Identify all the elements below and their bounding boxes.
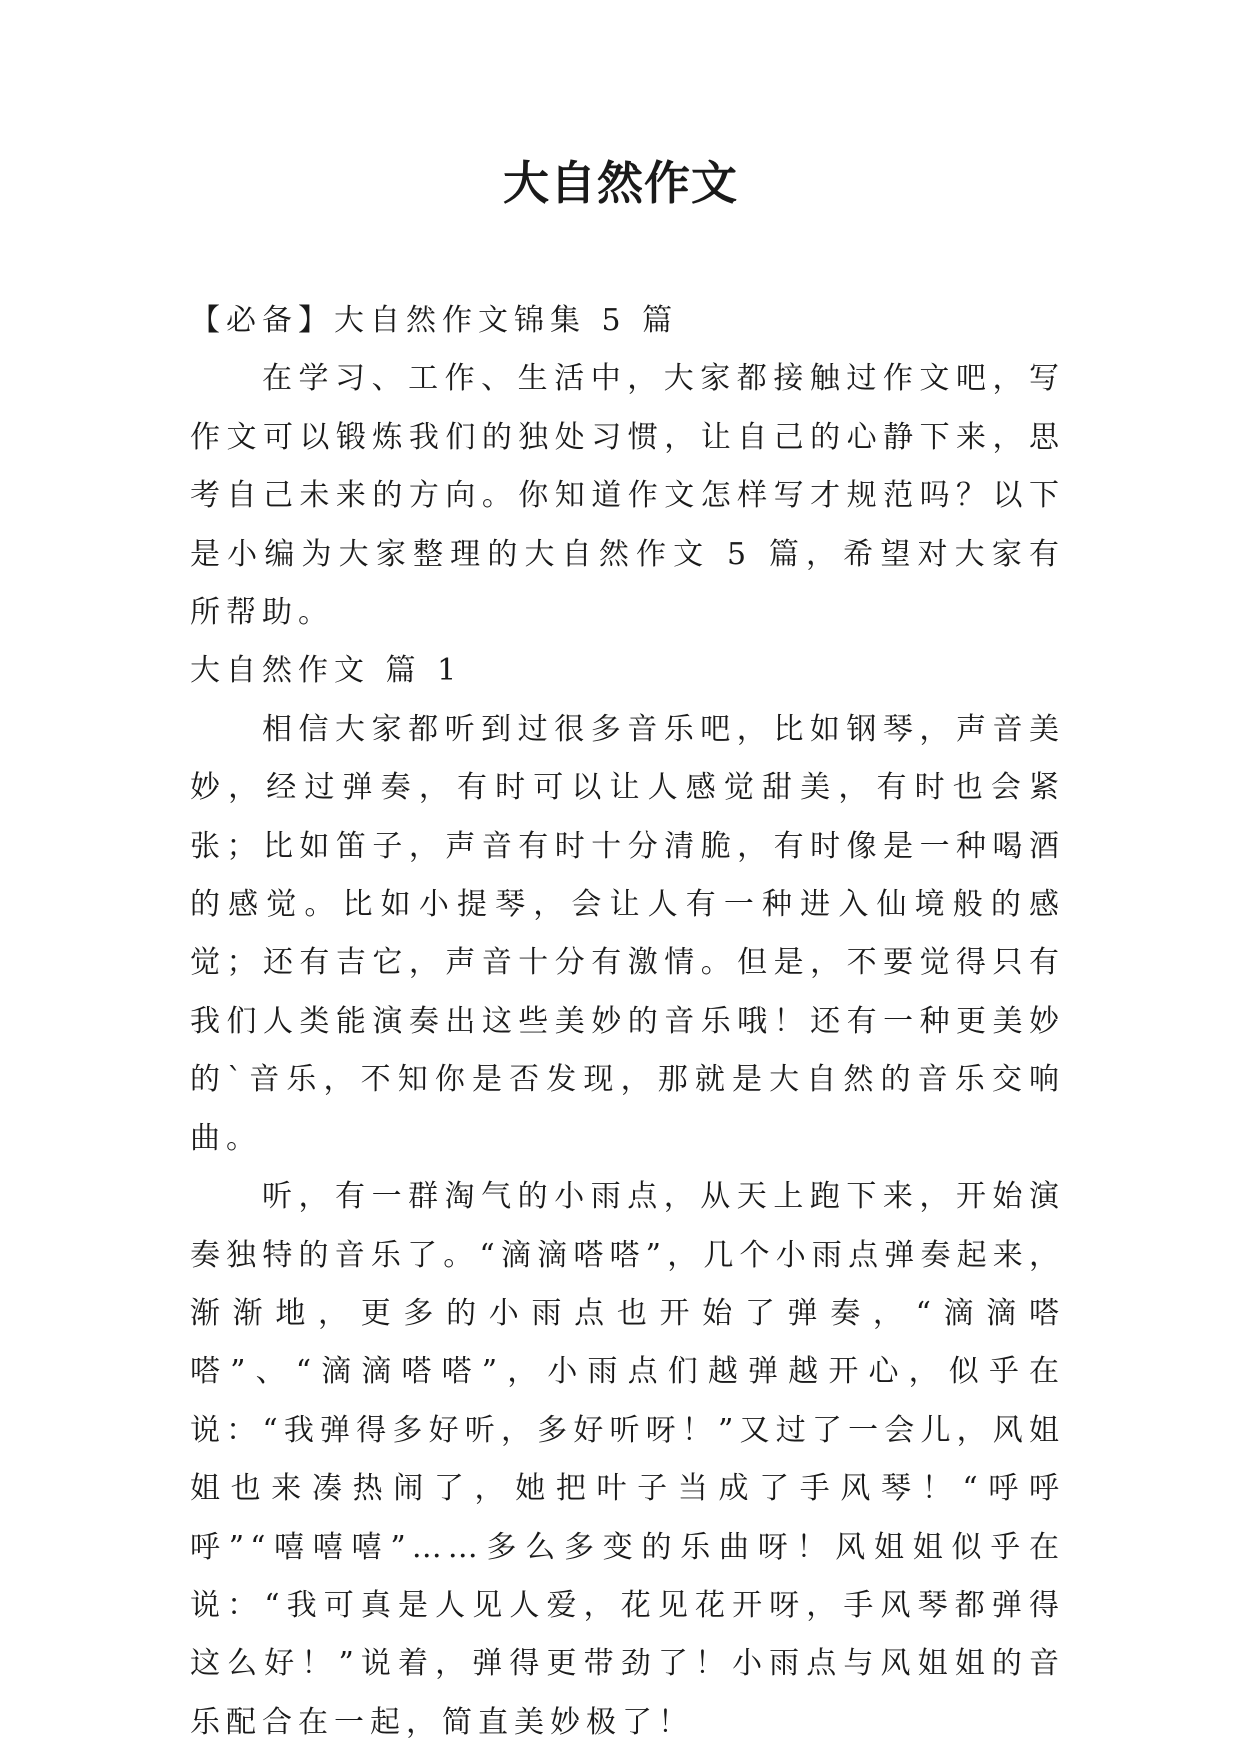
intro-paragraph: 在学习、工作、生活中，大家都接触过作文吧，写作文可以锻炼我们的独处习惯，让自己的心静下来，思考自己未来的方向。你知道作文怎样写才规范吗？以下是小编为大家整理的大自然作文 5 篇，希望对大家有所帮助。 xyxy=(190,361,1065,631)
document-title: 大自然作文 xyxy=(503,156,738,210)
body-paragraph-1: 相信大家都听到过很多音乐吧，比如钢琴，声音美妙，经过弹奏，有时可以让人感觉甜美，有时也会紧张；比如笛子，声音有时十分清脆，有时像是一种喝酒的感觉。比如小提琴，会让人有一种进入仙境般的感觉；还有吉它，声音十分有激情。但是，不要觉得只有我们人类能演奏出这些美妙的音乐哦！还有一种更美妙的`音乐，不知你是否发现，那就是大自然的音乐交响曲。 xyxy=(190,711,1065,1156)
body-paragraph-2: 听，有一群淘气的小雨点，从天上跑下来，开始演奏独特的音乐了。“滴滴嗒嗒”，几个小雨点弹奏起来，渐渐地，更多的小雨点也开始了弹奏，“滴滴嗒嗒”、“滴滴嗒嗒”，小雨点们越弹越开心，似乎在说：“我弹得多好听，多好听呀！”又过了一会儿，风姐姐也来凑热闹了，她把叶子当成了手风琴！“呼呼呼”“嘻嘻嘻”……多么多变的乐曲呀！风姐姐似乎在说：“我可真是人见人爱，花见花开呀，手风琴都弹得这么好！”说着，弹得更带劲了！小雨点与风姐姐的音乐配合在一起，简直美妙极了！ xyxy=(190,1179,1065,1740)
section-heading: 大自然作文 篇 1 xyxy=(190,653,463,689)
document-subtitle: 【必备】大自然作文锦集 5 篇 xyxy=(190,303,679,338)
document-body xyxy=(190,292,1065,1752)
